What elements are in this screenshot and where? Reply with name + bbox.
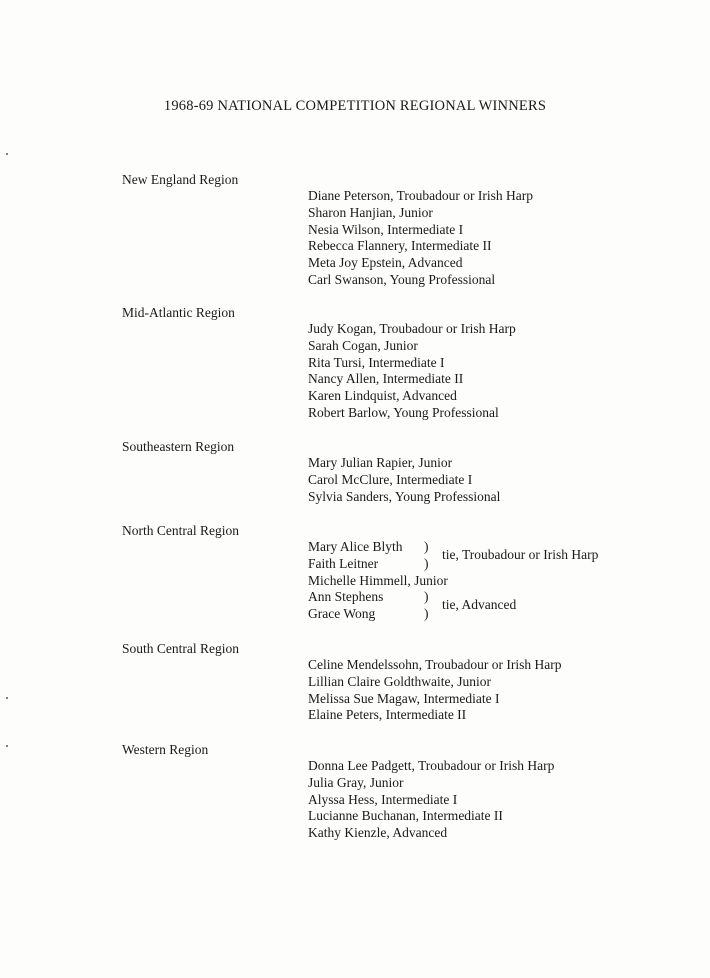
region-label-western: Western Region: [122, 742, 209, 757]
winner-entry: Celine Mendelssohn, Troubadour or Irish Harp: [308, 657, 562, 672]
winners-western: [308, 758, 554, 842]
winner-entry: Nancy Allen, Intermediate II: [308, 371, 464, 387]
winner-entry: Sylvia Sanders, Young Professional: [308, 488, 501, 504]
winner-entry: Sarah Cogan, Junior: [308, 337, 418, 353]
region-label-north-central: North Central Region: [122, 523, 239, 538]
winner-entry: Michelle Himmell, Junior: [308, 572, 448, 588]
bracket-mark: ): [424, 589, 429, 605]
winners-south-central: [308, 657, 561, 724]
winners-southeastern: [308, 455, 500, 505]
winner-entry: Lucianne Buchanan, Intermediate II: [308, 808, 503, 824]
winner-entry: Mary Julian Rapier, Junior: [308, 455, 453, 470]
winner-entry: Elaine Peters, Intermediate II: [308, 707, 467, 723]
winner-entry: Sharon Hanjian, Junior: [308, 204, 433, 220]
region-label-new-england: New England Region: [122, 172, 239, 187]
page-title: 1968-69 NATIONAL COMPETITION REGIONAL WINNERS: [163, 98, 547, 114]
winner-entry: Melissa Sue Magaw, Intermediate I: [308, 690, 500, 706]
winner-entry: Mary Alice Blyth: [308, 539, 403, 554]
winner-entry: Alyssa Hess, Intermediate I: [308, 791, 458, 807]
tie-note: tie, Troubadour or Irish Harp: [442, 547, 599, 562]
winner-entry: Grace Wong: [308, 606, 376, 622]
winner-entry: Julia Gray, Junior: [308, 774, 404, 790]
tie-group-advanced: [308, 589, 517, 623]
winner-entry: Judy Kogan, Troubadour or Irish Harp: [308, 321, 516, 336]
winner-entry: Ann Stephens: [308, 589, 384, 605]
winner-entry: Rebecca Flannery, Intermediate II: [308, 238, 492, 254]
winner-entry: Nesia Wilson, Intermediate I: [308, 221, 464, 237]
winner-entry: Diane Peterson, Troubadour or Irish Harp: [308, 188, 533, 203]
region-label-mid-atlantic: Mid-Atlantic Region: [122, 305, 235, 320]
scan-speck: [6, 697, 8, 699]
region-label-south-central: South Central Region: [122, 641, 239, 656]
winner-entry: Carol McClure, Intermediate I: [308, 471, 473, 487]
winner-entry: Donna Lee Padgett, Troubadour or Irish Harp: [308, 758, 555, 773]
winner-entry: Faith Leitner: [308, 555, 379, 571]
winners-north-central: [308, 539, 599, 623]
tie-group-troubadour: [308, 539, 599, 573]
winner-entry: Rita Tursi, Intermediate I: [308, 354, 445, 370]
winner-entry: Karen Lindquist, Advanced: [308, 388, 457, 404]
region-label-southeastern: Southeastern Region: [122, 439, 235, 454]
winner-entry: Lillian Claire Goldthwaite, Junior: [308, 673, 491, 689]
winner-entry: Robert Barlow, Young Professional: [308, 404, 499, 420]
scan-speck: [6, 745, 8, 747]
winner-entry: Carl Swanson, Young Professional: [308, 271, 496, 287]
bracket-mark: ): [424, 606, 429, 622]
scan-speck: [6, 153, 8, 155]
winner-entry: Meta Joy Epstein, Advanced: [308, 255, 463, 271]
tie-note: tie, Advanced: [442, 597, 517, 613]
bracket-mark: ): [424, 555, 429, 571]
winners-new-england: [308, 188, 533, 289]
bracket-mark: ): [424, 539, 429, 554]
winner-entry: Kathy Kienzle, Advanced: [308, 825, 448, 841]
winners-mid-atlantic: [308, 321, 516, 422]
